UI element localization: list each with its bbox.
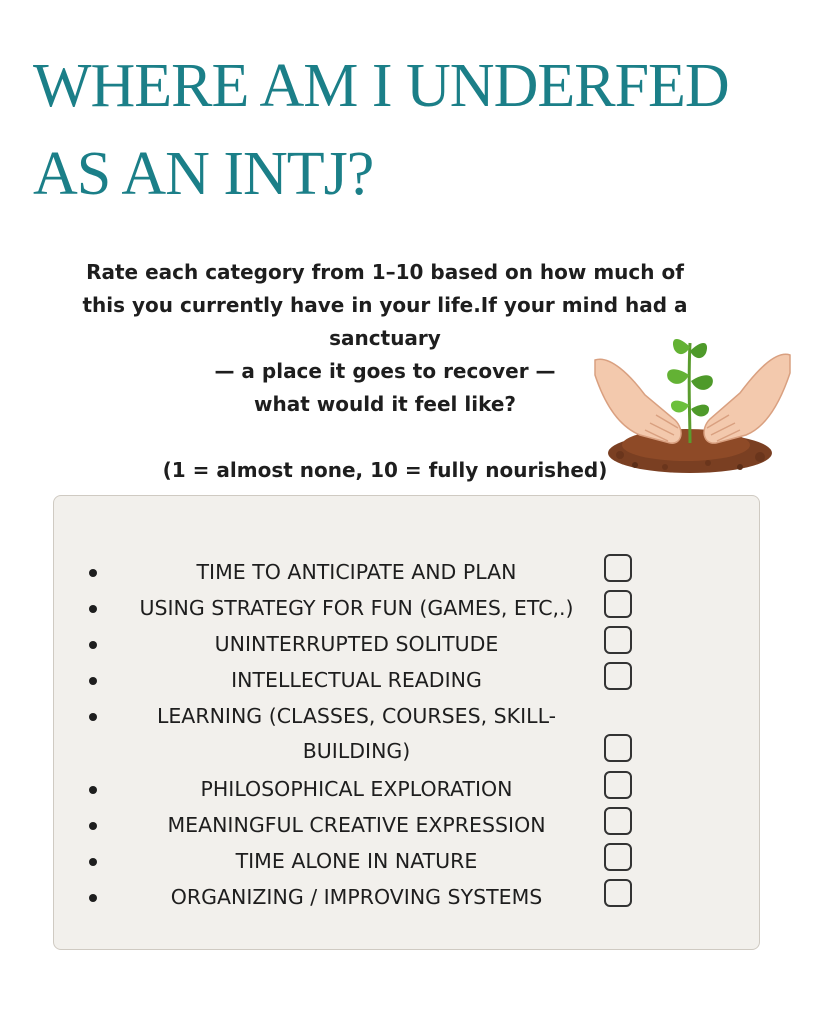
item-label: USING STRATEGY FOR FUN (GAMES, ETC,.) xyxy=(139,596,574,620)
checkbox[interactable] xyxy=(604,879,632,907)
rating-scale-note: (1 = almost none, 10 = fully nourished) xyxy=(162,458,608,482)
checkbox[interactable] xyxy=(604,662,632,690)
checklist-card xyxy=(53,495,760,950)
bullet xyxy=(89,894,97,902)
bullet xyxy=(89,569,97,577)
item-label-line-1: LEARNING (CLASSES, COURSES, SKILL- xyxy=(156,704,557,728)
bullet xyxy=(89,786,97,794)
intro-line-2: this you currently have in your life.If your mind had a xyxy=(82,293,688,317)
item-label: MEANINGFUL CREATIVE EXPRESSION xyxy=(167,813,546,837)
item-label: INTELLECTUAL READING xyxy=(231,668,482,692)
item-label: TIME ALONE IN NATURE xyxy=(235,849,478,873)
title-line-2: AS AN INTJ? xyxy=(33,140,374,208)
item-label: TIME TO ANTICIPATE AND PLAN xyxy=(196,560,517,584)
bullet xyxy=(89,858,97,866)
item-label-line-2: BUILDING) xyxy=(302,739,411,763)
item-label: PHILOSOPHICAL EXPLORATION xyxy=(200,777,513,801)
title-line-1: WHERE AM I UNDERFED xyxy=(33,52,729,120)
bullet xyxy=(89,605,97,613)
intro-line-5: what would it feel like? xyxy=(254,392,516,416)
bullet xyxy=(89,641,97,649)
checkbox[interactable] xyxy=(604,734,632,762)
intro-line-4: — a place it goes to recover — xyxy=(214,359,556,383)
hands-planting-seedling-icon xyxy=(590,335,795,490)
bullet xyxy=(89,713,97,721)
bullet xyxy=(89,677,97,685)
checkbox[interactable] xyxy=(604,843,632,871)
checkbox[interactable] xyxy=(604,771,632,799)
intro-line-1: Rate each category from 1–10 based on how much of xyxy=(86,260,684,284)
page-title xyxy=(33,42,729,218)
bullet xyxy=(89,822,97,830)
item-label: ORGANIZING / IMPROVING SYSTEMS xyxy=(170,885,543,909)
checkbox[interactable] xyxy=(604,626,632,654)
checkbox[interactable] xyxy=(604,554,632,582)
checkbox[interactable] xyxy=(604,807,632,835)
intro-line-3: sanctuary xyxy=(329,326,441,350)
item-label: UNINTERRUPTED SOLITUDE xyxy=(214,632,499,656)
checkbox[interactable] xyxy=(604,590,632,618)
